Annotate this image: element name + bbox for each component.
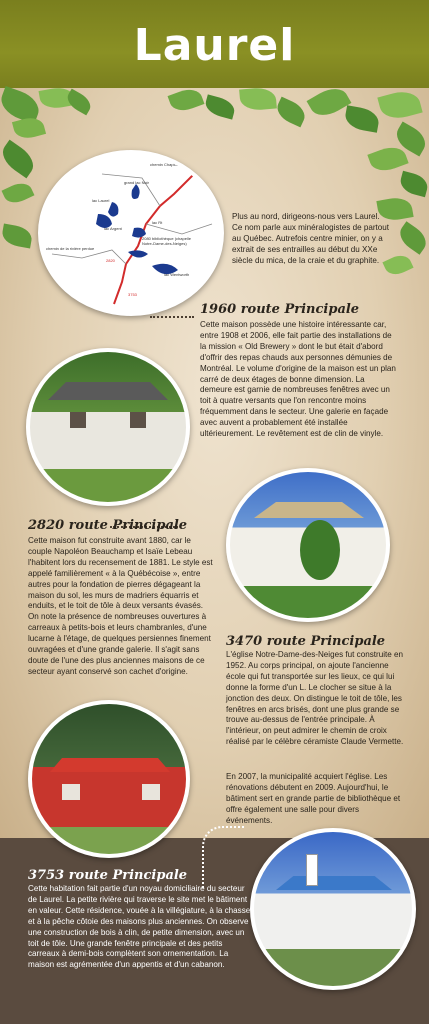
text-3470: L'église Notre-Dame-des-Neiges fut construite en 1952. Au corps principal, on ajoute l'ancienne école qui fut transportée sur les lieux, ce qui lui donne la forme d'un L. Le clocher se situe à la jonction des deux. On distingue le toit de tôle, les fenêtres en arcs brisés, dont une plus grande se trouve au-dessus de l'entrée principale. À l'intérieur, on peut admirer le chemin de croix réalisé par le célèbre céramiste Claude Vermette. (226, 650, 404, 747)
text-3470-2: En 2007, la municipalité acquiert l'église. Les rénovations débutent en 2009. Aujourd'hui, le bâtiment sert en grande partie de bibliothèque et offre également une salle pour divers événements. (226, 772, 401, 825)
map-num-1960: 1960 (184, 158, 193, 163)
map-label-eglise: 2080 bibliothèque (chapelle Notre-Dame-des-Neiges) (142, 236, 191, 246)
title-2820: 2820 route Principale (28, 518, 188, 533)
title-3753: 3753 route Principale (28, 868, 188, 883)
map-label-lac-argent: lac Argent (104, 226, 122, 231)
photo-1960-house (26, 348, 190, 506)
map-label-riviere: chemin de la rivière perdue (46, 246, 95, 251)
page-title: Laurel (133, 20, 296, 71)
photo-3753-church (250, 828, 416, 990)
map-label-grand-lac: grand lac Noir (124, 180, 149, 185)
map-num-2820: 2820 (106, 258, 115, 263)
map-circle (38, 150, 224, 316)
title-3470: 3470 route Principale (226, 634, 386, 649)
map-label-wentworth: lac Wentworth (164, 272, 190, 277)
photo-2820-house (226, 468, 390, 622)
connector-1960 (150, 316, 194, 318)
connector-3470 (202, 826, 244, 888)
area-map (42, 154, 220, 312)
text-2820: Cette maison fut construite avant 1880, car le couple Napoléon Beauchamp et Isaïe Lebeau l'habitent lors du recensement de 1881. Le style est appelé familièrement « à la Québécoise », entre autres pour la fondation de pierres dégageant la maison du sol, les murs de madriers équarris et enduits, et le toit de tôle à deux versants évasés. On note la présence de nombreuses ouvertures à carreaux à petits-bois et leurs chambranles, d'une lucarne à l'étage, de quelques persiennes finement ouvragées et d'une grande galerie. Il s'agit sans doute de l'une des plus anciennes maisons de ce secteur ayant conservé son cachet d'origine. (28, 536, 213, 676)
title-1960: 1960 route Principale (200, 302, 360, 317)
text-3753: Cette habitation fait partie d'un noyau domiciliaire du secteur de Laurel. La petite rivière qui traverse le site met le bâtiment en valeur. Cette résidence, vouée à la villégiature, à la chasse et à la pêche côtoie des maisons plus anciennes. On observe une construction de bois à clin, de petite dimension, avec un toit de tôle. Une grande fenêtre principale et des petits carreaux à demi-bois complètent son ornementation. La maison est agrémentée d'un appentis et d'un cabanon. (28, 884, 251, 970)
map-num-3753: 3753 (128, 292, 137, 297)
map-label-chaplow: chemin Chaplow (150, 162, 180, 167)
photo-3470-cabin (28, 700, 190, 858)
text-1960: Cette maison possède une histoire intéressante car, entre 1908 et 2006, elle fait partie des installations de la mission « Old Brewery » dont le but était d'abord d'offrir des repas chauds aux personnes démunies de Montréal. Le volume d'origine de la maison est un plan carré de deux étages de bonne dimension. La demeure est garnie de nombreuses fenêtres avec un toit à quatre versants que l'on rencontre moins fréquemment dans le secteur. Une galerie en façade avec auvent a probablement été installée ultérieurement. Le revêtement est de clin de vinyle. (200, 320, 396, 439)
header-band (0, 0, 429, 88)
map-label-lac-laurel: lac Laurel (92, 198, 110, 203)
map-label-lac-rt: lac Rt (152, 220, 163, 225)
intro-text: Plus au nord, dirigeons-nous vers Laurel. Ce nom parle aux minéralogistes de partout au Québec. Autrefois centre minier, on y a extrait de ses entrailles au début du XXe siècle du mica, de la craie et du graphite. (232, 212, 390, 265)
